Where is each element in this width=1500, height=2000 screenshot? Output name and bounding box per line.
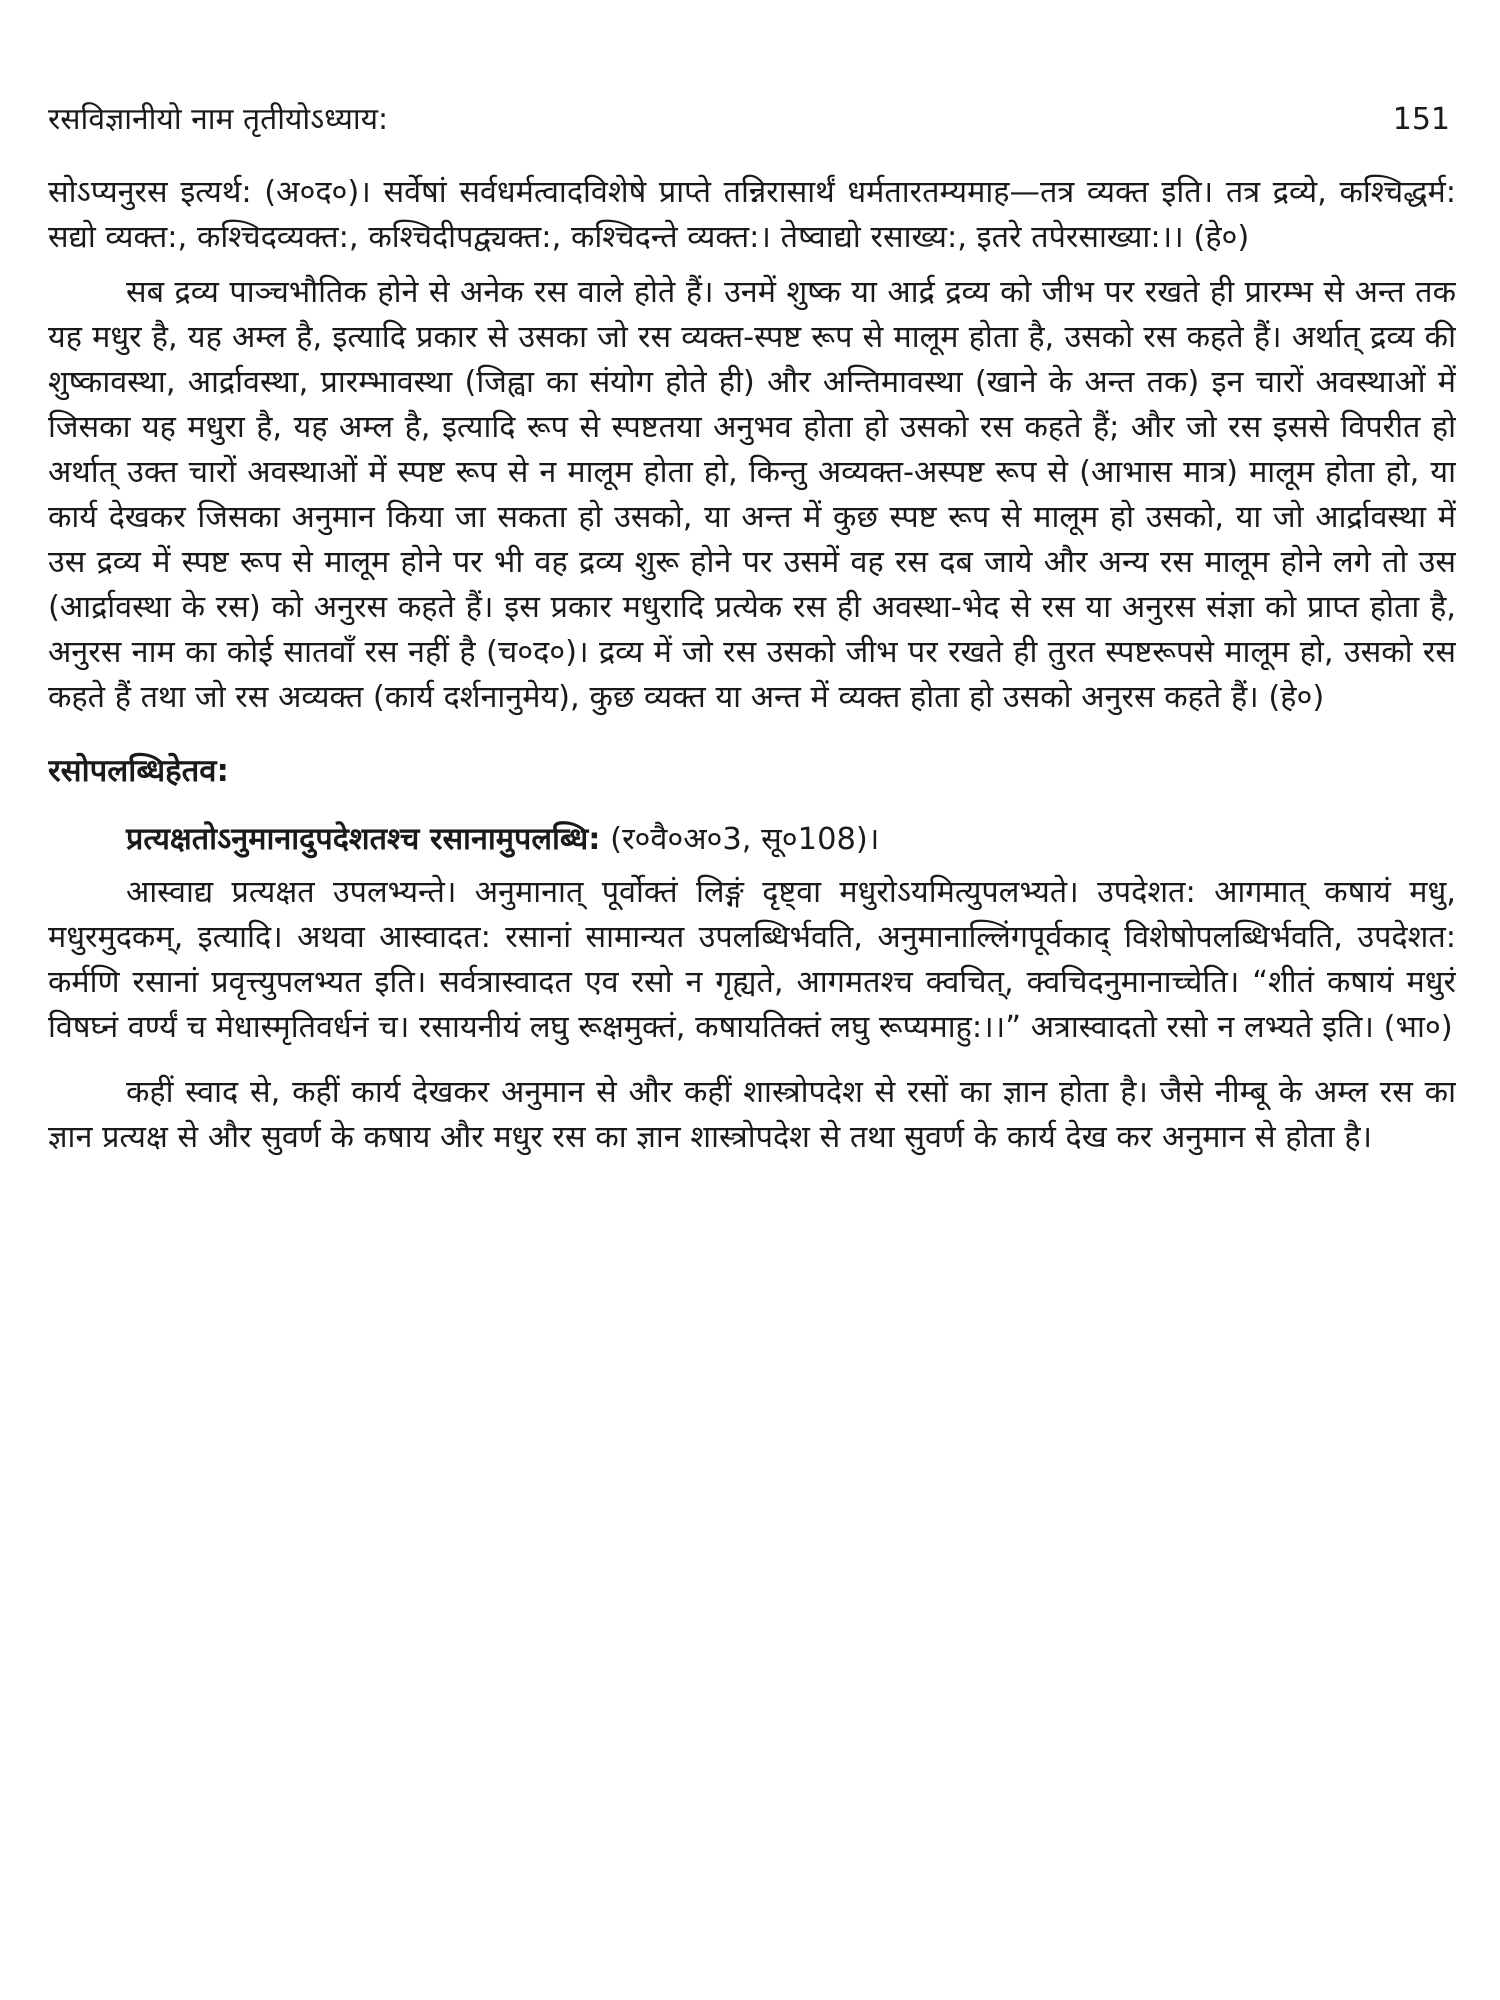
- sanskrit-commentary-1: सोऽप्यनुरस इत्यर्थ: (अ०द०)। सर्वेषां सर्वधर्मत्वादविशेषे प्राप्ते तन्निरासार्थं धर्मतारतम्यमाह—तत्र व्यक्त इति। तत्र द्रव्ये, कश्चिद्धर्म: सद्यो व्यक्त:, कश्चिदव्यक्त:, कश्चिदीपद्व्यक्त:, कश्चिदन्ते व्यक्त:। तेष्वाद्यो रसाख्य:, इतरे तपेरसाख्या:।। (हे०): [48, 175, 1456, 255]
- book-page: [48, 100, 1456, 1980]
- running-head: [48, 100, 1456, 140]
- page-number: 151: [1392, 102, 1450, 137]
- section-heading: रसोपलब्धिहेतव:: [48, 753, 229, 789]
- sutra-text: प्रत्यक्षतोऽनुमानादुपदेशतश्च रसानामुपलब्धि:: [126, 822, 601, 857]
- sutra-line: [48, 816, 1456, 864]
- chapter-title: रसविज्ञानीयो नाम तृतीयोऽध्याय:: [48, 102, 389, 137]
- hindi-explanation-2: कहीं स्वाद से, कहीं कार्य देखकर अनुमान से और कहीं शास्त्रोपदेश से रसों का ज्ञान होता है। जैसे नीम्बू के अम्ल रस का ज्ञान प्रत्यक्ष से और सुवर्ण के कषाय और मधुर रस का ज्ञान शास्त्रोपदेश से तथा सुवर्ण के कार्य देख कर अनुमान से होता है।: [48, 1075, 1456, 1155]
- sutra-reference: (र०वै०अ०3, सू०108)।: [610, 822, 880, 857]
- sanskrit-commentary-2: आस्वाद्य प्रत्यक्षत उपलभ्यन्ते। अनुमानात् पूर्वोक्तं लिङ्गं दृष्ट्वा मधुरोऽयमित्युपलभ्यते। उपदेशत: आगमात् कषायं मधु, मधुरमुदकम्, इत्यादि। अथवा आस्वादत: रसानां सामान्यत उपलब्धिर्भवति, अनुमानाल्लिंगपूर्वकाद् विशेषोपलब्धिर्भवति, उपदेशत: कर्मणि रसानां प्रवृत्त्युपलभ्यत इति। सर्वत्रास्वादत एव रसो न गृह्यते, आगमतश्च क्वचित्, क्वचिदनुमानाच्चेति। “शीतं कषायं मधुरं विषघ्नं वर्ण्यं च मेधास्मृतिवर्धनं च। रसायनीयं लघु रूक्षमुक्तं, कषायतिक्तं लघु रूप्यमाहु:।।” अत्रास्वादतो रसो न लभ्यते इति। (भा०): [48, 875, 1456, 1045]
- hindi-explanation-1: सब द्रव्य पाञ्चभौतिक होने से अनेक रस वाले होते हैं। उनमें शुष्क या आर्द्र द्रव्य को जीभ पर रखते ही प्रारम्भ से अन्त तक यह मधुर है, यह अम्ल है, इत्यादि प्रकार से उसका जो रस व्यक्त-स्पष्ट रूप से मालूम होता है, उसको रस कहते हैं। अर्थात् द्रव्य की शुष्कावस्था, आर्द्रावस्था, प्रारम्भावस्था (जिह्वा का संयोग होते ही) और अन्तिमावस्था (खाने के अन्त तक) इन चारों अवस्थाओं में जिसका यह मधुरा है, यह अम्ल है, इत्यादि रूप से स्पष्टतया अनुभव होता हो उसको रस कहते हैं; और जो रस इससे विपरीत हो अर्थात् उक्त चारों अवस्थाओं में स्पष्ट रूप से न मालूम होता हो, किन्तु अव्यक्त-अस्पष्ट रूप से (आभास मात्र) मालूम होता हो, या कार्य देखकर जिसका अनुमान किया जा सकता हो उसको, या अन्त में कुछ स्पष्ट रूप से मालूम हो उसको, या जो आर्द्रावस्था में उस द्रव्य में स्पष्ट रूप से मालूम होने पर भी वह द्रव्य शुरू होने पर उसमें वह रस दब जाये और अन्य रस मालूम होने लगे तो उस (आर्द्रावस्था के रस) को अनुरस कहते हैं। इस प्रकार मधुरादि प्रत्येक रस ही अवस्था-भेद से रस या अनुरस संज्ञा को प्राप्त होता है, अनुरस नाम का कोई सातवाँ रस नहीं है (च०द०)। द्रव्य में जो रस उसको जीभ पर रखते ही तुरत स्पष्टरूपसे मालूम हो, उसको रस कहते हैं तथा जो रस अव्यक्त (कार्य दर्शनानुमेय), कुछ व्यक्त या अन्त में व्यक्त होता हो उसको अनुरस कहते हैं। (हे०): [48, 275, 1456, 715]
